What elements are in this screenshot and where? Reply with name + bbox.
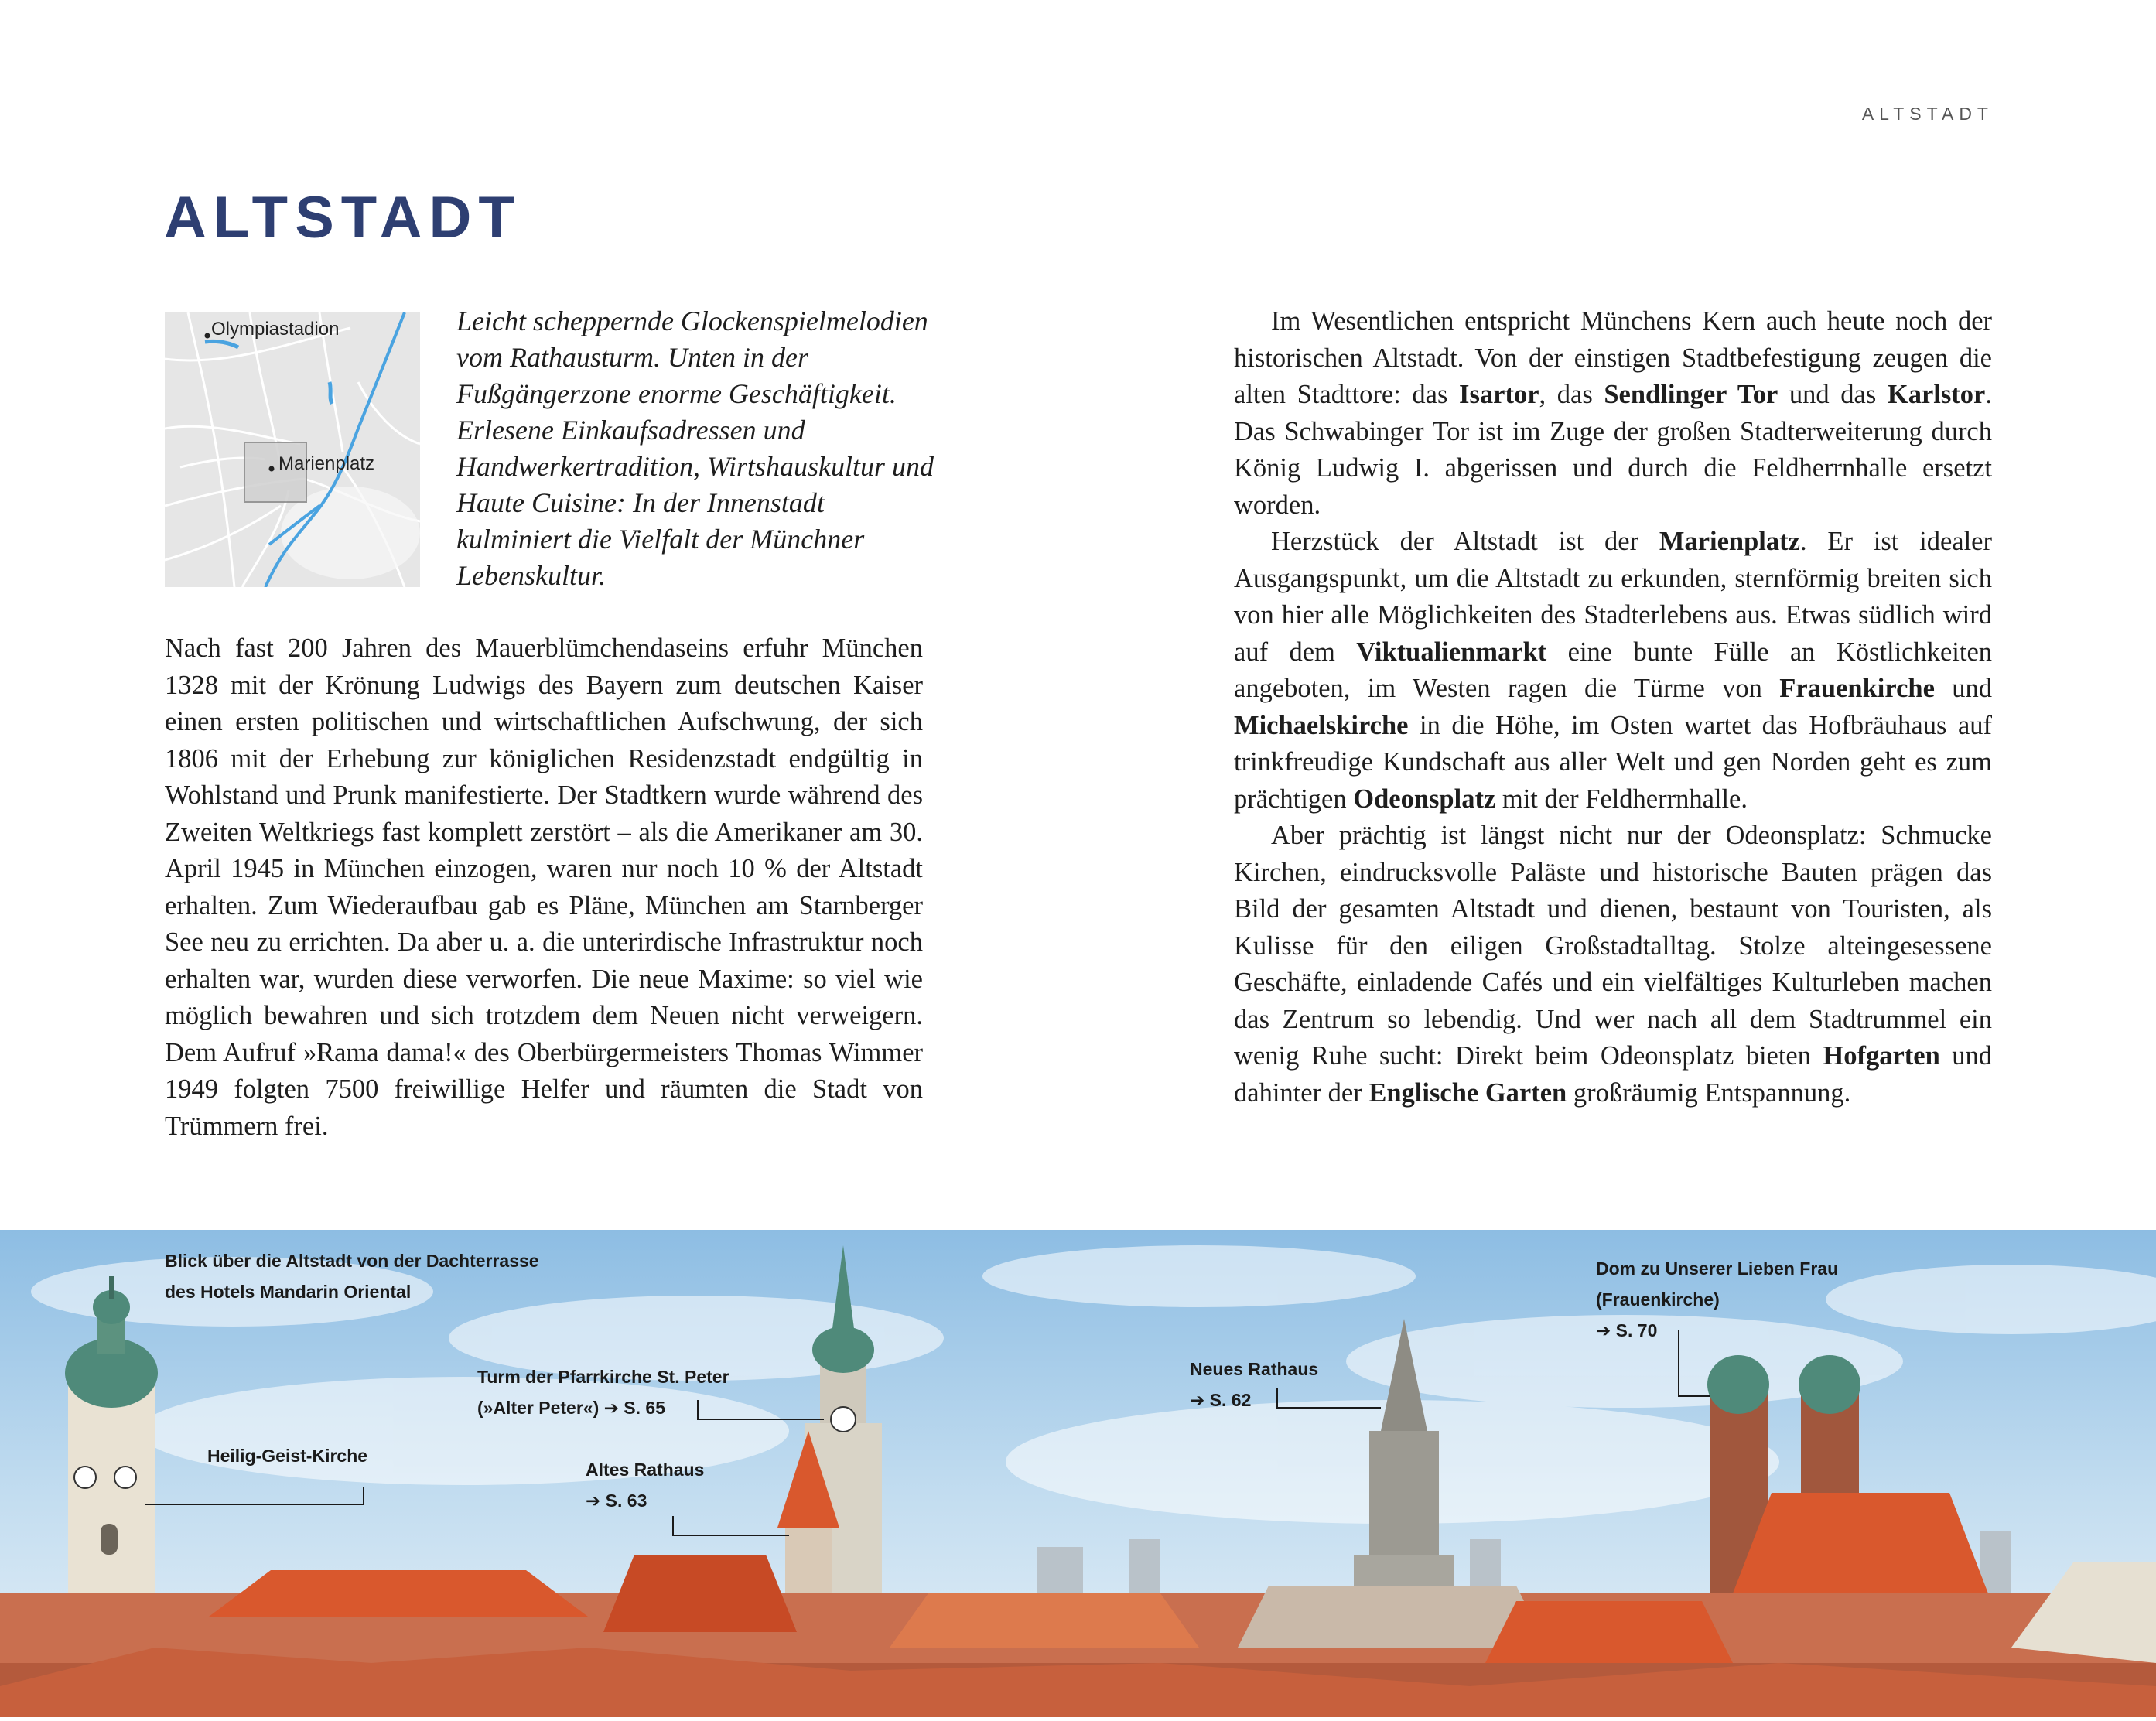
- page-title: ALTSTADT: [164, 185, 521, 251]
- link-isartor: Isartor: [1459, 380, 1539, 409]
- map-streets: [165, 312, 420, 587]
- link-englischer-garten: Englische Garten: [1368, 1077, 1567, 1108]
- link-marienplatz: Marienplatz: [1659, 527, 1800, 556]
- caption-altes-rathaus: Altes Rathaus ➔ S. 63: [586, 1460, 705, 1511]
- right-paragraph-3: Aber prächtig ist längst nicht nur der Odeonsplatz: Schmucke Kirchen, eindrucksvolle Paläste und historische Bauten prägen das Bild der gesamten Altstadt und dienen, bestaunt von Touristen, als Kulisse für den eiligen Großstadtalltag. Stolze alteingesessene Geschäfte, einladende Cafés und ein vielfältiges Kulturleben machen das Zentrum so lebendig. Und wer nach all dem Stadtrummel ein wenig Ruhe sucht: Direkt beim Odeonsplatz bieten Hofgarten und dahinter der Englische Garten großräumig Entspannung.: [1234, 821, 1992, 1108]
- caption-alter-peter: Turm der Pfarrkirche St. Peter (»Alter Peter«) ➔ S. 65: [477, 1367, 729, 1418]
- right-paragraph-2: Herzstück der Altstadt ist der Marienplatz. Er ist idealer Ausgangspunkt, um die Altstadt zu erkunden, sternförmig breiten sich von hier alle Möglichkeiten des Stadterlebens aus. Etwas südlich wird auf dem Viktualienmarkt eine bunte Fülle an Köstlichkeiten angeboten, im Westen ragen die Türme von Frauenkirche und Michaelskirche in die Höhe, im Osten wartet das Hofbräuhaus auf trinkfreudige Kundschaft aus aller Welt und gen Norden geht es zum prächtigen Odeonsplatz mit der Feldherrnhalle.: [1234, 527, 1993, 814]
- intro-text: Leicht scheppernde Glockenspielmelodien vom Rathausturm. Unten in der Fußgängerzone enorme Geschäftigkeit. Erlesene Einkaufsadressen und Handwerkertradition, Wirtshauskultur und Haute Cuisine: In der Innenstadt kulminiert die Vielfalt der Münchner Lebenskultur.: [456, 306, 934, 591]
- photo-caption-title: Blick über die Altstadt von der Dachterrasse des Hotels Mandarin Oriental: [165, 1251, 539, 1302]
- link-frauenkirche: Frauenkirche: [1779, 674, 1935, 703]
- link-michaelskirche: Michaelskirche: [1234, 710, 1409, 740]
- link-hofgarten: Hofgarten: [1823, 1041, 1940, 1071]
- left-column: [165, 630, 923, 1145]
- link-sendlinger-tor: Sendlinger Tor: [1604, 380, 1778, 409]
- link-karlstor: Karlstor: [1887, 380, 1986, 409]
- skyline-photo: [0, 1230, 2156, 1717]
- left-paragraph: Nach fast 200 Jahren des Mauerblümchendaseins erfuhr München 1328 mit der Krönung Ludwigs des Bayern zum deutschen Kaiser einen ersten politischen und wirtschaftlichen Aufschwung, der sich 1806 mit der Erhebung zur königlichen Residenzstadt endgültig in Wohlstand und Prunk manifestierte. Der Stadtkern wurde während des Zweiten Weltkriegs fast komplett zerstört – als die Amerikaner am 30. April 1945 in München einzogen, waren nur noch 10 % der Altstadt erhalten. Zum Wiederaufbau gab es Pläne, München am Starnberger See neu zu errichten. Da aber u. a. die unterirdische Infrastruktur noch erhalten war, wurden diese verworfen. Die neue Maxime: so viel wie möglich bewahren und sich trotzdem dem Neuen nicht verweigern. Dem Aufruf »Rama dama!« des Oberbürgermeisters Thomas Wimmer 1949 folgten 7500 freiwillige Helfer und räumten die Stadt von Trümmern frei.: [165, 633, 923, 1141]
- map-label-olympiastadion: Olympiastadion: [211, 319, 340, 340]
- caption-neues-rathaus: Neues Rathaus ➔ S. 62: [1190, 1359, 1319, 1410]
- link-viktualienmarkt: Viktualienmarkt: [1356, 637, 1547, 667]
- link-odeonsplatz: Odeonsplatz: [1353, 784, 1496, 814]
- caption-frauenkirche: Dom zu Unserer Lieben Frau (Frauenkirche) ➔ S. 70: [1596, 1258, 1839, 1340]
- running-head: ALTSTADT: [1861, 104, 1994, 124]
- right-paragraph-1: Im Wesentlichen entspricht Münchens Kern auch heute noch der historischen Altstadt. Von der einstigen Stadtbefestigung zeugen die alten Stadttore: das Isartor, das Sendlinger Tor und das Karlstor. Das Schwabinger Tor ist im Zuge der großen Stadterweiterung durch König Ludwig I. abgerissen und durch die Feldherrnhalle ersetzt worden.: [1234, 306, 1992, 520]
- map-label-marienplatz: Marienplatz: [278, 453, 375, 474]
- caption-heilig-geist: Heilig-Geist-Kirche: [207, 1446, 368, 1466]
- right-column: [1234, 303, 1992, 1111]
- locator-map: [165, 312, 420, 587]
